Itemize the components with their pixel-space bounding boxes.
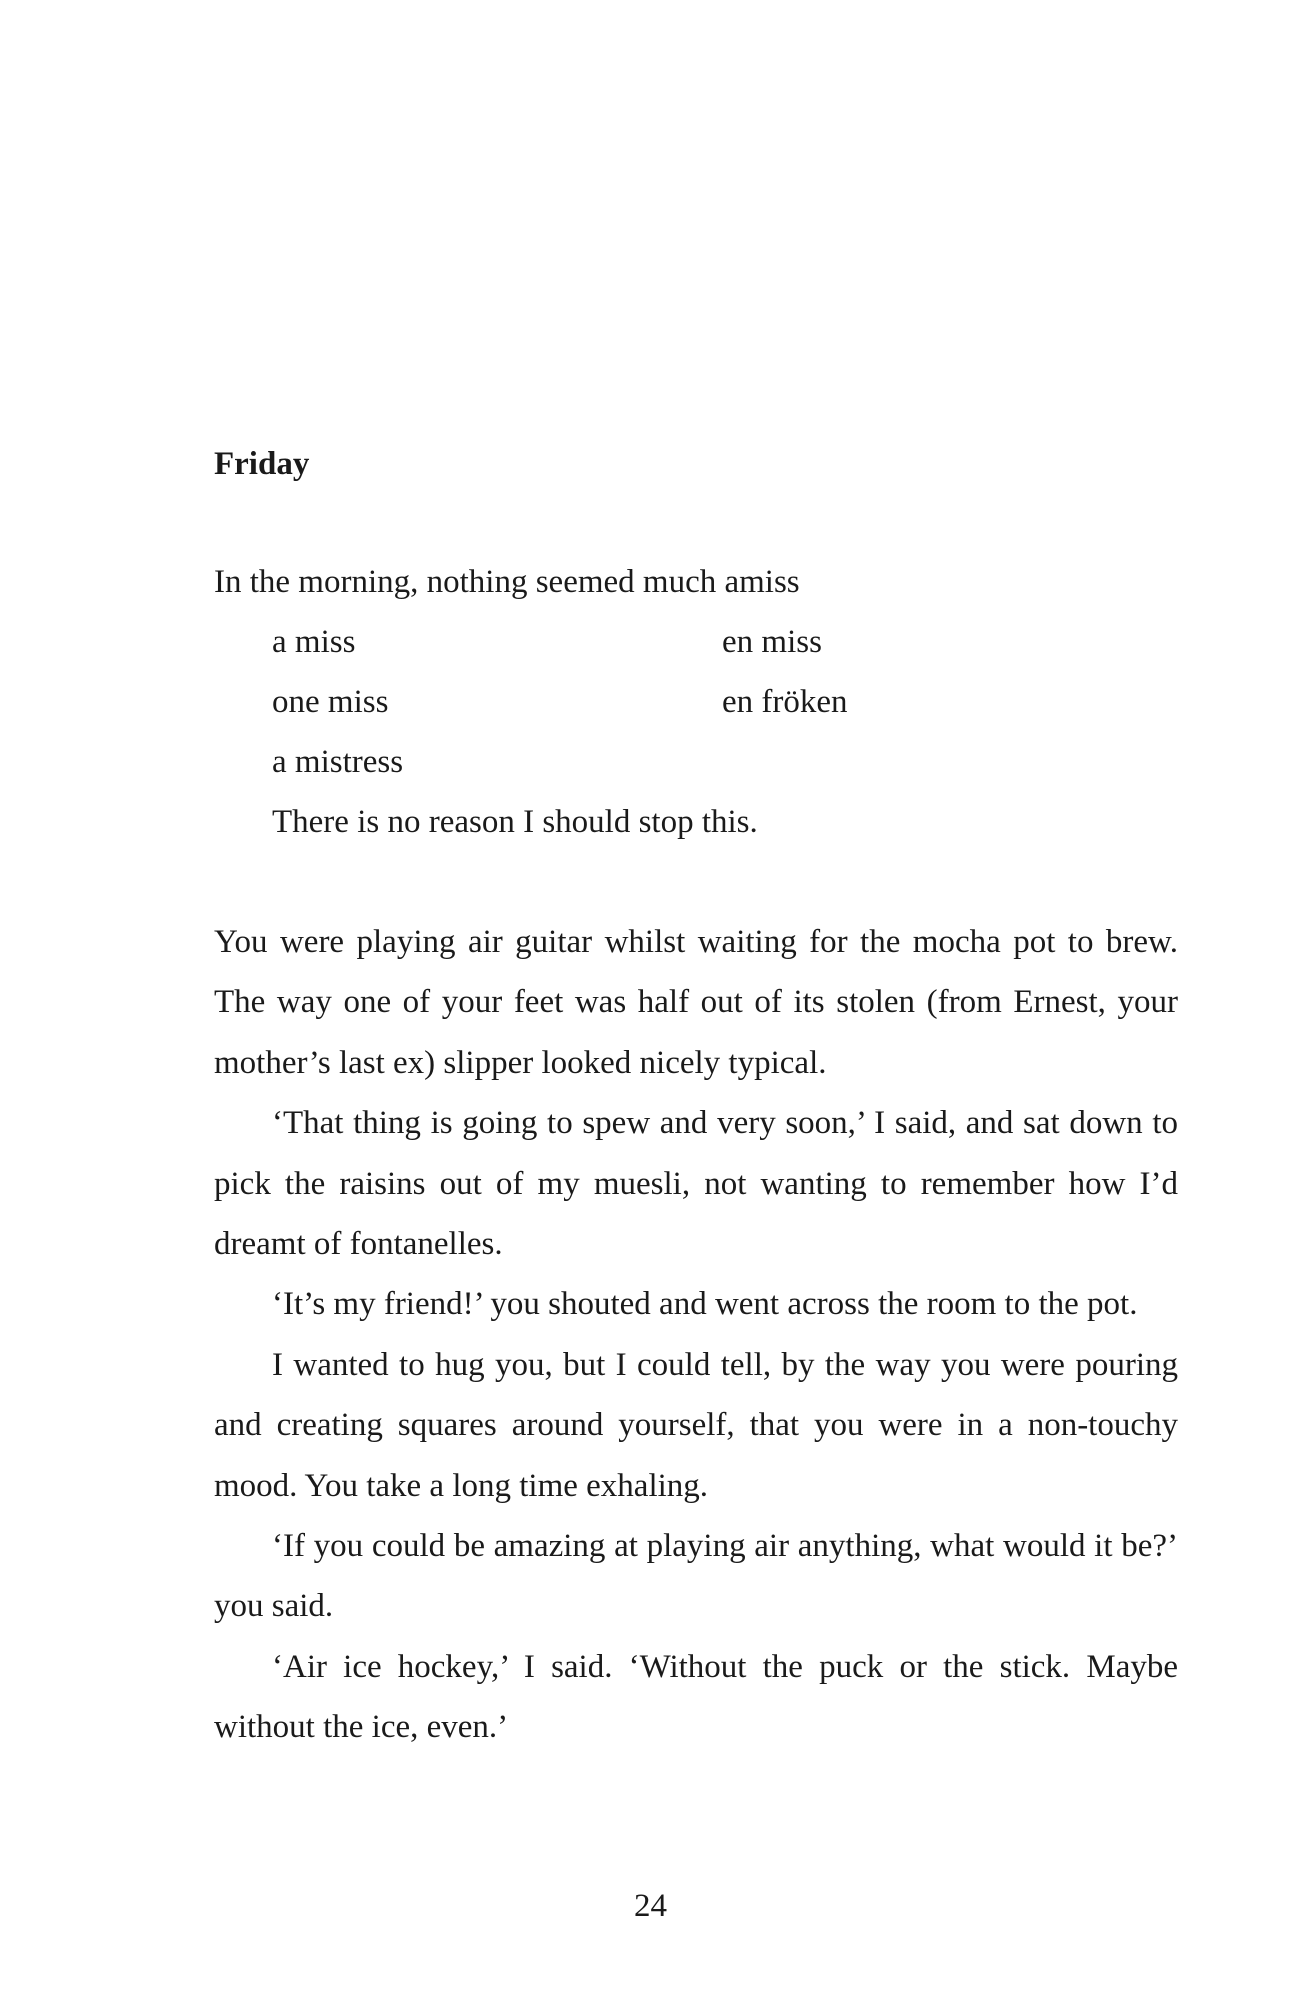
page-number: 24 — [634, 1888, 667, 1924]
poem-line-4: a mistress — [272, 744, 404, 780]
paragraph: ‘That thing is going to spew and very soon,’ I said, and sat down to pick the raisins out of my muesli, not wanting to remember how I’d dreamt of fontanelles. — [214, 1105, 1178, 1263]
paragraph: I wanted to hug you, but I could tell, by the way you were pouring and creating squares around yourself, that you were in a non-touchy mood. You take a long time exhaling. — [214, 1346, 1178, 1504]
paragraph: ‘It’s my friend!’ you shouted and went across the room to the pot. — [272, 1286, 1138, 1323]
paragraph: ‘Air ice hockey,’ I said. ‘Without the puck or the stick. Maybe without the ice, even.’ — [214, 1648, 1178, 1746]
prose-body — [214, 912, 1178, 1758]
poem-line-2-right: en miss — [722, 624, 822, 660]
poem-line-5: There is no reason I should stop this. — [272, 804, 758, 840]
paragraph: ‘If you could be amazing at playing air anything, what would it be?’ you said. — [214, 1528, 1178, 1625]
poem-line-3-right: en fröken — [722, 684, 848, 720]
paragraph: You were playing air guitar whilst waiting for the mocha pot to brew. The way one of your feet was half out of its stolen (from Ernest, your mother’s last ex) slipper looked nicely typical. — [214, 924, 1178, 1081]
poem-line-2-left: a miss — [272, 624, 356, 660]
poem-line-3-left: one miss — [272, 684, 389, 720]
section-heading: Friday — [214, 446, 310, 482]
poem-line-1: In the morning, nothing seemed much amiss — [214, 564, 800, 600]
